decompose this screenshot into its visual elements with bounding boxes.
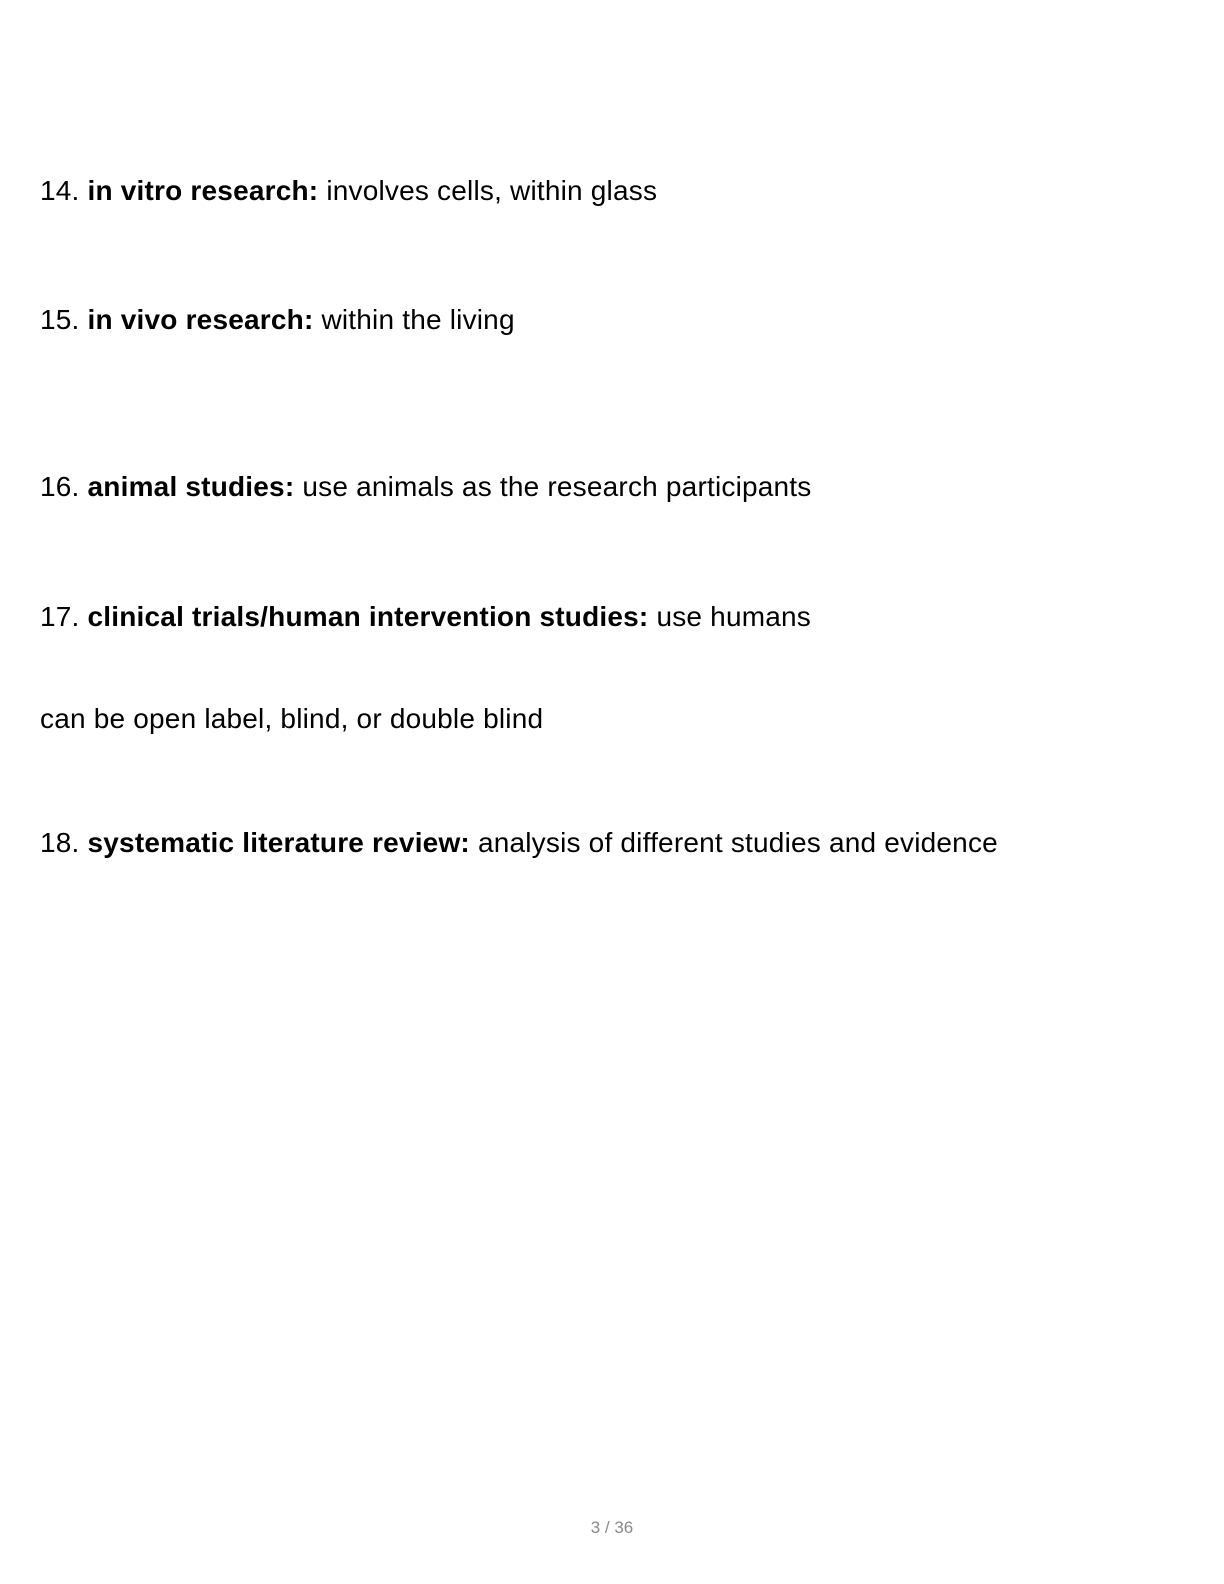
item-number: 14. bbox=[40, 175, 80, 206]
definition-item-18 bbox=[40, 828, 1184, 858]
item-term: animal studies: bbox=[87, 471, 295, 502]
item-term: clinical trials/human intervention studies: bbox=[87, 601, 649, 632]
item-number: 18. bbox=[40, 827, 80, 858]
item-definition: analysis of different studies and evidence bbox=[477, 827, 998, 858]
definition-item-15 bbox=[40, 305, 1184, 335]
definition-item-16 bbox=[40, 472, 1184, 502]
note-line: can be open label, blind, or double blind bbox=[40, 703, 544, 734]
item-number: 15. bbox=[40, 304, 80, 335]
item-definition: involves cells, within glass bbox=[326, 175, 658, 206]
definition-item-14 bbox=[40, 176, 1184, 206]
page-number: 3 / 36 bbox=[590, 1518, 634, 1537]
item-definition: use humans bbox=[656, 601, 811, 632]
definition-item-17 bbox=[40, 602, 1184, 632]
item-definition: within the living bbox=[321, 304, 515, 335]
item-number: 17. bbox=[40, 601, 80, 632]
item-term: in vivo research: bbox=[87, 304, 314, 335]
item-term: systematic literature review: bbox=[87, 827, 470, 858]
item-definition: use animals as the research participants bbox=[302, 471, 812, 502]
item-number: 16. bbox=[40, 471, 80, 502]
item-term: in vitro research: bbox=[87, 175, 319, 206]
